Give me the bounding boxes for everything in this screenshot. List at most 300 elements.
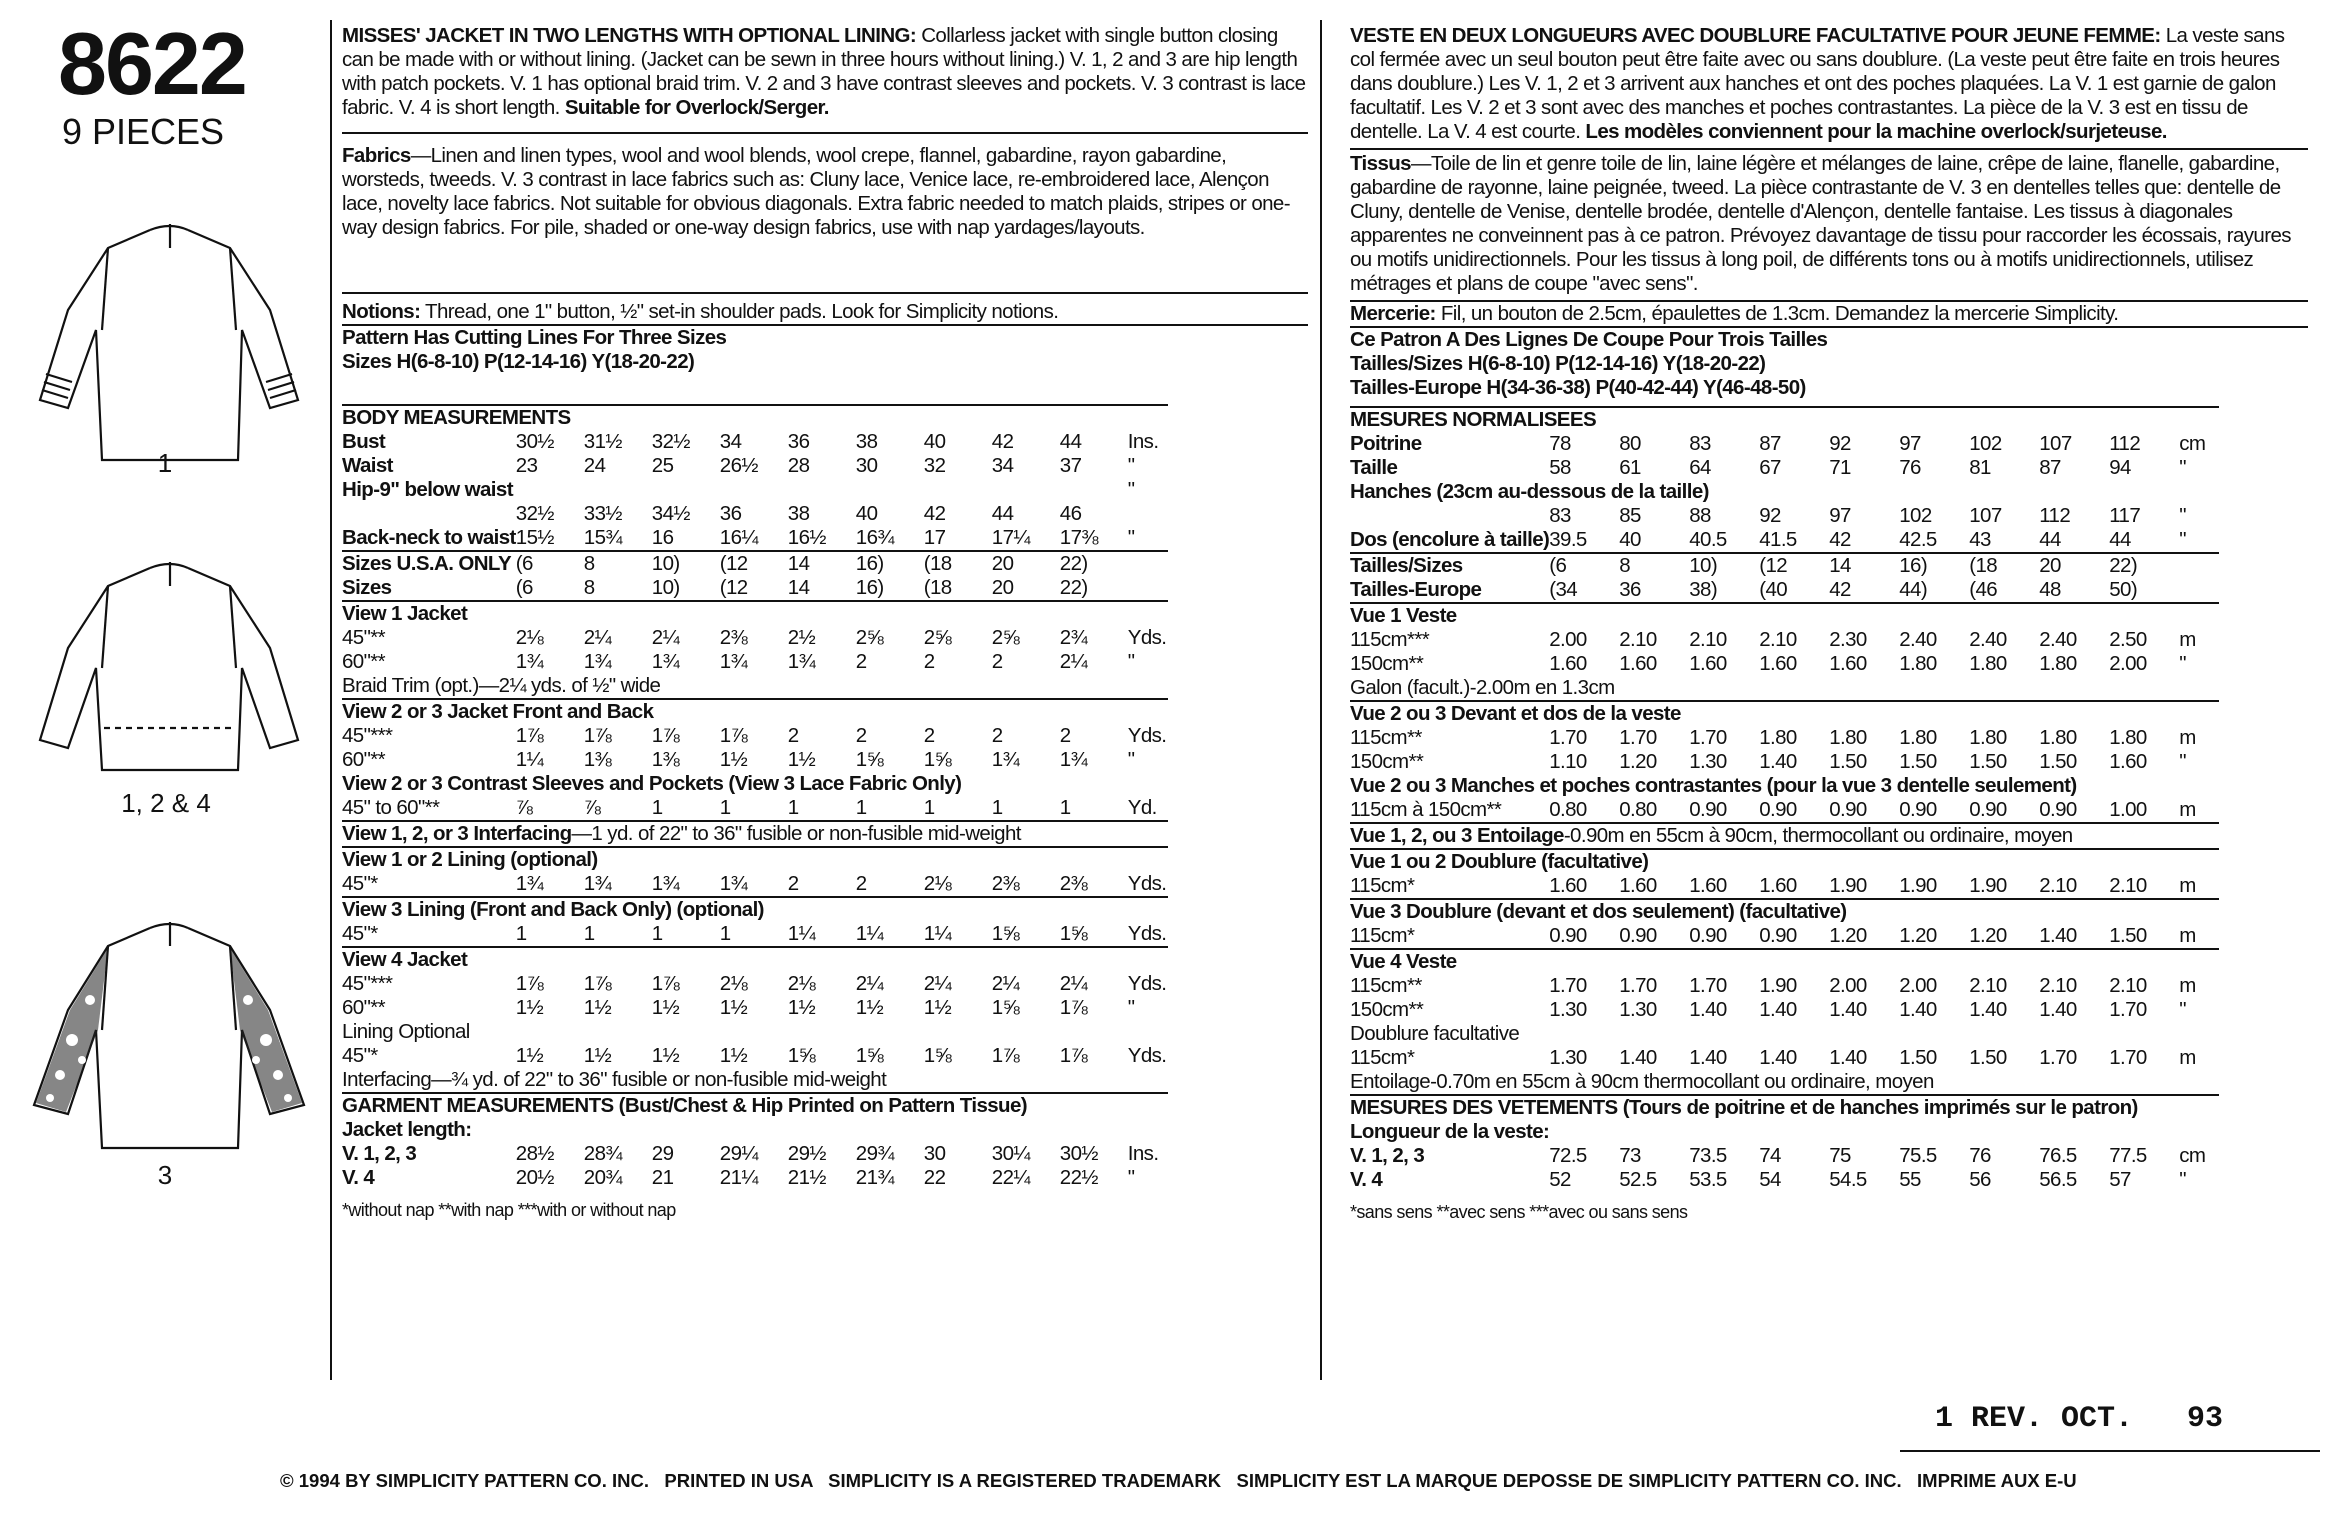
row-value: 1.90 [1969,874,2007,897]
row-value: 2¼ [651,626,680,649]
row-value: 1¾ [719,650,748,673]
row-label: 60"** [342,748,386,771]
section-heading: Vue 2 ou 3 Devant et dos de la veste [1350,701,2219,726]
row-value: 1⅞ [1059,996,1088,1019]
row-value: (6 [1549,553,1619,578]
row-value: 1⅝ [855,748,884,771]
row-value: 34 [991,454,1014,477]
row-unit: " [1127,748,1135,771]
row-value: 16) [855,576,884,599]
row-value: 2 [787,872,799,895]
row-value: 16) [856,551,924,576]
row-value: 1¼ [787,922,816,945]
section-row [1350,823,2219,849]
row-label: V. 1, 2, 3 [1350,1144,1425,1167]
row-value: 76.5 [2039,1144,2077,1167]
row-value: 22) [1059,576,1088,599]
row-value: 20½ [515,1166,554,1189]
row-value: 28 [787,454,810,477]
row-value: 22) [2109,553,2179,578]
row-value: 2.40 [1969,628,2007,651]
row-value: 1.40 [1759,1046,1797,1069]
row-value: 1⅝ [855,1044,884,1067]
row-value: 1.60 [1829,652,1867,675]
row-value: 44 [2109,528,2131,551]
row-value: 78 [1549,432,1571,455]
row-value: 2⅛ [719,972,748,995]
row-value: 1.60 [1619,874,1657,897]
row-value: 1.30 [1689,750,1727,773]
row-value: 107 [1969,504,2002,527]
row-value: 17 [923,526,946,549]
measurement-row [342,1044,1168,1068]
section-row [342,1118,1168,1142]
row-value: 1.40 [1689,998,1727,1021]
row-value: 1¾ [787,650,816,673]
row-label: Hip-9" below waist [342,478,513,501]
row-value: 2⅛ [787,972,816,995]
row-value: 83 [1689,432,1711,455]
row-value: 1⅝ [787,1044,816,1067]
row-value: 1.70 [2039,1046,2077,1069]
measurement-row [1350,504,2219,528]
row-value: 1¾ [515,650,544,673]
row-value: 29 [651,1142,674,1165]
row-value: 1.50 [1829,750,1867,773]
row-text: Galon (facult.)-2.00m en 1.3cm [1350,676,1615,699]
row-value: (12 [1759,553,1829,578]
section-heading: View 1 or 2 Lining (optional) [342,847,1168,872]
row-value: 22¼ [991,1166,1030,1189]
row-value: 2⅛ [515,626,544,649]
measurement-row [342,526,1168,551]
row-unit: " [1127,996,1135,1019]
row-value: 1⅞ [583,972,612,995]
row-unit: Ins. [1127,1142,1159,1165]
row-value [720,478,788,502]
row-value: 1⅞ [719,724,748,747]
row-label: 45"* [342,872,378,895]
row-text-rest: —1 yd. of 22" to 36" fusible or non-fusible mid-weight [571,822,1021,845]
row-value: 1 [719,796,731,819]
row-value: (40 [1759,578,1788,601]
row-unit: m [2179,628,2196,651]
row-value: 21½ [787,1166,826,1189]
row-value: 2.30 [1829,628,1867,651]
row-label: Taille [1350,456,1398,479]
row-value: 44) [1899,578,1928,601]
section-heading: Jacket length: [342,1118,472,1141]
row-value: 2¼ [1059,650,1088,673]
row-value: 0.90 [1899,798,1937,821]
row-value: 31½ [583,430,622,453]
row-value: 34 [719,430,742,453]
row-value: 44 [1059,430,1082,453]
row-value: 1⅞ [651,972,680,995]
row-value: 40 [1619,528,1641,551]
section-heading: Vue 1 Veste [1350,603,2219,628]
row-value: 1⅝ [1059,922,1088,945]
row-value: ⅞ [583,796,601,819]
row-value: 0.90 [1549,924,1587,947]
row-value: 1 [719,922,731,945]
row-value: 40.5 [1689,528,1727,551]
row-value: 1½ [651,1044,680,1067]
row-value: 1.50 [1969,750,2007,773]
row-label: 115cm* [1350,874,1415,897]
row-value: 1.60 [1759,874,1797,897]
section-row [342,674,1168,699]
row-value: 32½ [651,430,690,453]
measurement-row [1350,750,2219,774]
row-value: 2 [1059,724,1071,747]
row-unit: Yd. [1127,796,1157,819]
row-value: 1.40 [1619,1046,1657,1069]
row-value: 1¾ [515,872,544,895]
row-value: 1½ [583,1044,612,1067]
section-heading: View 3 Lining (Front and Back Only) (optional) [342,897,1168,922]
measurement-row [1350,924,2219,949]
row-value: 1.60 [1619,652,1657,675]
row-value [924,478,992,502]
row-value: 21¾ [855,1166,894,1189]
section-heading: BODY MEASUREMENTS [342,405,1168,430]
row-value: 17¼ [991,526,1030,549]
row-value: 50) [2109,578,2138,601]
row-value: 56.5 [2039,1168,2077,1191]
row-value: 20 [2039,553,2109,578]
english-column [342,24,1308,1222]
row-text-bold: Vue 1, 2, ou 3 Entoilage [1350,824,1564,847]
row-value: 8 [584,551,652,576]
row-value: 1⅝ [923,748,952,771]
row-label: 115cm à 150cm** [1350,798,1502,821]
row-value: 80 [1619,432,1641,455]
row-value: 1.20 [1829,924,1867,947]
row-value: 42 [1829,578,1851,601]
row-value: 44 [991,502,1014,525]
row-text [342,821,1168,847]
row-label: 45"** [342,626,386,649]
row-value: 1¼ [923,922,952,945]
row-value: 1⅞ [515,972,544,995]
row-value: 1 [583,922,595,945]
row-value: 36 [787,430,810,453]
row-value: 1½ [515,1044,544,1067]
measurement-row [342,551,1168,576]
illustration-caption-124: 1, 2 & 4 [121,788,211,818]
row-label: 115cm** [1350,726,1422,749]
row-value: 25 [651,454,674,477]
row-label: Dos (encolure à taille) [1350,528,1550,551]
row-value: 2.10 [2039,874,2077,897]
measurement-row [1350,874,2219,899]
row-value: 102 [1899,504,1932,527]
row-value: 1.80 [2109,726,2147,749]
measurement-row [342,430,1168,454]
row-value: 83 [1549,504,1571,527]
row-value: 1.90 [1899,874,1937,897]
row-value: 76 [1899,456,1921,479]
row-value: 1.70 [2109,1046,2147,1069]
row-value: 21 [651,1166,674,1189]
row-unit: m [2179,1046,2196,1069]
row-value: 42.5 [1899,528,1937,551]
section-row [342,772,1168,796]
section-row [1350,701,2219,726]
row-value: 36 [719,502,742,525]
row-label: Bust [342,430,386,453]
row-value: 2⅜ [991,872,1020,895]
row-value: 92 [1759,504,1781,527]
row-label [342,502,516,526]
row-value: 1⅝ [991,996,1020,1019]
row-value: 32 [923,454,946,477]
row-value: 1.50 [2039,750,2077,773]
jacket-view-3-illustration [20,900,330,1160]
row-value: 2.10 [1619,628,1657,651]
row-value: 0.90 [1759,924,1797,947]
row-value: 94 [2109,456,2131,479]
pieces-count: 9 PIECES [62,111,225,152]
row-value: 1.80 [1829,726,1867,749]
row-value: 81 [1969,456,1991,479]
row-value: 22 [923,1166,946,1189]
section-row [342,601,1168,626]
row-label: 115cm* [1350,1046,1415,1069]
row-value: 61 [1619,456,1641,479]
jacket-view-124-illustration [20,540,330,780]
row-unit: " [1127,454,1135,477]
row-value: 33½ [583,502,622,525]
row-unit: " [1127,526,1135,549]
row-value: 58 [1549,456,1571,479]
section-row [342,947,1168,972]
row-value: 42 [923,502,946,525]
row-unit [2179,553,2219,578]
row-value: 1 [1059,796,1071,819]
english-intro: MISSES' JACKET IN TWO LENGTHS WITH OPTIONAL LINING: Collarless jacket with single button closing can be made with or without lining. (Jacket can be sewn in three hours without lining.) V. 1, 2 and 3 are hip length with patch pockets. V. 1 has optional braid trim. V. 2 and 3 have contrast sleeves and pockets. V. 3 contrast is lace fabric. V. 4 is short length. Suitable for Overlock/Serger. [342,24,1306,119]
row-value: 1.60 [1549,652,1587,675]
row-value: 1 [651,796,663,819]
illustration-caption-3: 3 [157,1160,173,1190]
row-value: 2 [923,650,935,673]
section-row [1350,407,2219,432]
row-value: (18 [1969,553,2039,578]
row-unit: m [2179,974,2196,997]
measurement-row [342,502,1168,526]
row-value: 1.80 [2039,652,2077,675]
row-value: 1.40 [2039,924,2077,947]
row-value: 2.00 [1549,628,1587,651]
section-row [342,1020,1168,1044]
row-value: 30½ [515,430,554,453]
row-value: 2½ [787,626,816,649]
english-fabrics: Fabrics—Linen and linen types, wool and wool blends, wool crepe, flannel, gabardine, rayon gabardine, worsteds, tweeds. V. 3 contrast in lace fabrics such as: Cluny lace, Venice lace, re-embroidered lace, Alençon lace, novelty lace fabrics. Not suitable for obvious diagonals. Extra fabric needed to match plaids, stripes or one-way design fabrics. For pile, shaded or one-way design fabrics, use with nap yardages/layouts. [342,144,1290,239]
row-text: Lining Optional [342,1020,470,1043]
row-value: 1.80 [2039,726,2077,749]
section-row [1350,899,2219,924]
measurement-row [342,972,1168,996]
section-row [1350,676,2219,701]
row-unit: cm [2179,1144,2206,1167]
row-label: 45"*** [342,724,393,747]
row-value: 2⅜ [1059,872,1088,895]
measurement-row [342,748,1168,772]
row-value: (46 [1969,578,1998,601]
row-value: 1½ [651,996,680,1019]
row-value: 15¾ [583,526,622,549]
row-value: 2¼ [855,972,884,995]
row-value: ⅞ [515,796,533,819]
row-value: 1½ [787,996,816,1019]
row-value: 1⅜ [583,748,612,771]
row-label: 150cm** [1350,750,1424,773]
row-value: 2⅛ [923,872,952,895]
row-label: Sizes [342,576,392,599]
row-value: 1.70 [1619,974,1657,997]
row-value: 92 [1829,432,1851,455]
row-value: 8 [583,576,595,599]
row-value: 2¼ [583,626,612,649]
row-value: 1.40 [1759,750,1797,773]
row-label: Tailles/Sizes [1350,553,1549,578]
row-value: 43 [1969,528,1991,551]
section-heading: MESURES DES VETEMENTS (Tours de poitrine et de hanches imprimés sur le patron) [1350,1095,2219,1120]
french-sizes-line: Tailles/Sizes H(6-8-10) P(12-14-16) Y(18-20-22) [1350,352,1766,375]
row-value: 1.70 [1619,726,1657,749]
row-value [856,478,924,502]
row-value: (12 [719,576,748,599]
row-value: 16½ [787,526,826,549]
measurement-row [342,478,1168,502]
row-value: 67 [1759,456,1781,479]
section-heading: Vue 1 ou 2 Doublure (facultative) [1350,849,2219,874]
measurement-row [1350,1046,2219,1070]
measurement-row [1350,432,2219,456]
row-value: 102 [1969,432,2002,455]
revision-rule [1900,1450,2320,1452]
section-row [1350,774,2219,798]
row-value: 1.00 [2109,798,2147,821]
row-value: 20 [992,551,1060,576]
row-unit: " [2179,504,2186,527]
measurement-row [342,922,1168,947]
row-value: 1¾ [719,872,748,895]
row-value: 1.80 [1759,726,1797,749]
measurement-row [1350,528,2219,553]
row-value: 2 [923,724,935,747]
row-text: Interfacing—¾ yd. of 22" to 36" fusible or non-fusible mid-weight [342,1068,887,1091]
row-label: 45" to 60"** [342,796,440,819]
row-value: 56 [1969,1168,1991,1191]
row-value: 2¼ [991,972,1020,995]
row-value: 34½ [651,502,690,525]
row-value: 1⅞ [651,724,680,747]
row-value: 38) [1689,578,1718,601]
center-column-divider [1320,20,1322,1380]
row-value: 1½ [923,996,952,1019]
measurement-row [342,626,1168,650]
row-value: 22½ [1059,1166,1098,1189]
row-value: 38 [787,502,810,525]
row-label: V. 4 [342,1166,375,1189]
row-value: 75.5 [1899,1144,1937,1167]
measurement-row [1350,578,2219,603]
section-heading: Hanches (23cm au-dessous de la taille) [1350,480,1709,503]
french-cutting-lines: Ce Patron A Des Lignes De Coupe Pour Trois Tailles [1350,328,1828,351]
row-label: 45"* [342,922,378,945]
row-value: 26½ [719,454,758,477]
section-row [1350,1070,2219,1095]
row-value: 1.20 [1899,924,1937,947]
row-value: 2 [787,724,799,747]
row-unit [1128,502,1168,526]
row-value: 20¾ [583,1166,622,1189]
row-value: 0.90 [1689,924,1727,947]
english-cutting-lines: Pattern Has Cutting Lines For Three Sizes [342,326,727,349]
row-value: 71 [1829,456,1851,479]
row-value: 2⅝ [991,626,1020,649]
row-unit: m [2179,726,2196,749]
row-value: 2.10 [2109,874,2147,897]
row-value: 1.30 [1619,998,1657,1021]
french-fabrics: Tissus—Toile de lin et genre toile de lin, laine légère et mélanges de laine, crêpe de laine, flanelle, gabardine, gabardine de rayonne, laine peignée, tweed. La pièce contrastante de V. 3 en dentelles telles que: dentelle de Cluny, dentelle de Venise, dentelle brodée, dentelle d'Alençon, dentelle fantaise. Les tissus à diagonales apparentes ne conveinnent pas à ce patron. Prévoyez davantage de tissu pour raccorder les écossais, rayures ou motifs unidirectionnels. Pour les tissus à long poil, de différents tons ou à motifs unidirectionnels, utilisez métrages et plans de coupe "avec sens". [1350,152,2291,295]
measurement-row [342,996,1168,1020]
measurement-row [342,576,1168,601]
row-value: 30 [855,454,878,477]
measurement-row [342,724,1168,748]
row-value: 57 [2109,1168,2131,1191]
row-value: 1¾ [651,872,680,895]
row-value: 1.40 [1899,998,1937,1021]
row-label: Tailles-Europe [1350,578,1482,601]
row-value: 1¼ [855,922,884,945]
row-value: 2⅝ [855,626,884,649]
row-text: Entoilage-0.70m en 55cm à 90cm thermocollant ou ordinaire, moyen [1350,1070,1934,1093]
row-value: 1¾ [651,650,680,673]
row-value: 2 [991,650,1003,673]
row-value: 75 [1829,1144,1851,1167]
row-value: 40 [855,502,878,525]
section-row [342,897,1168,922]
row-value: 1 [923,796,935,819]
row-label: 150cm** [1350,652,1424,675]
row-value: 10) [652,551,720,576]
row-value: 37 [1059,454,1082,477]
row-label: 150cm** [1350,998,1424,1021]
row-value: 1⅝ [923,1044,952,1067]
pattern-number: 8622 [58,14,246,113]
section-row [342,1093,1168,1118]
measurement-row [1350,1144,2219,1168]
row-value: 1⅞ [991,1044,1020,1067]
row-value: 1½ [719,748,748,771]
section-row [1350,1120,2219,1144]
row-value: 1 [651,922,663,945]
row-label: V. 4 [1350,1168,1383,1191]
row-unit: " [1127,478,1135,501]
row-value: 76 [1969,1144,1991,1167]
row-value: 1½ [855,996,884,1019]
section-heading: Vue 3 Doublure (devant et dos seulement) (facultative) [1350,899,2219,924]
row-value: 1.90 [1829,874,1867,897]
row-label: 115cm*** [1350,628,1430,651]
row-label: Poitrine [1350,432,1422,455]
row-value: 1¾ [583,650,612,673]
section-row [1350,949,2219,974]
row-value: 1.70 [2109,998,2147,1021]
